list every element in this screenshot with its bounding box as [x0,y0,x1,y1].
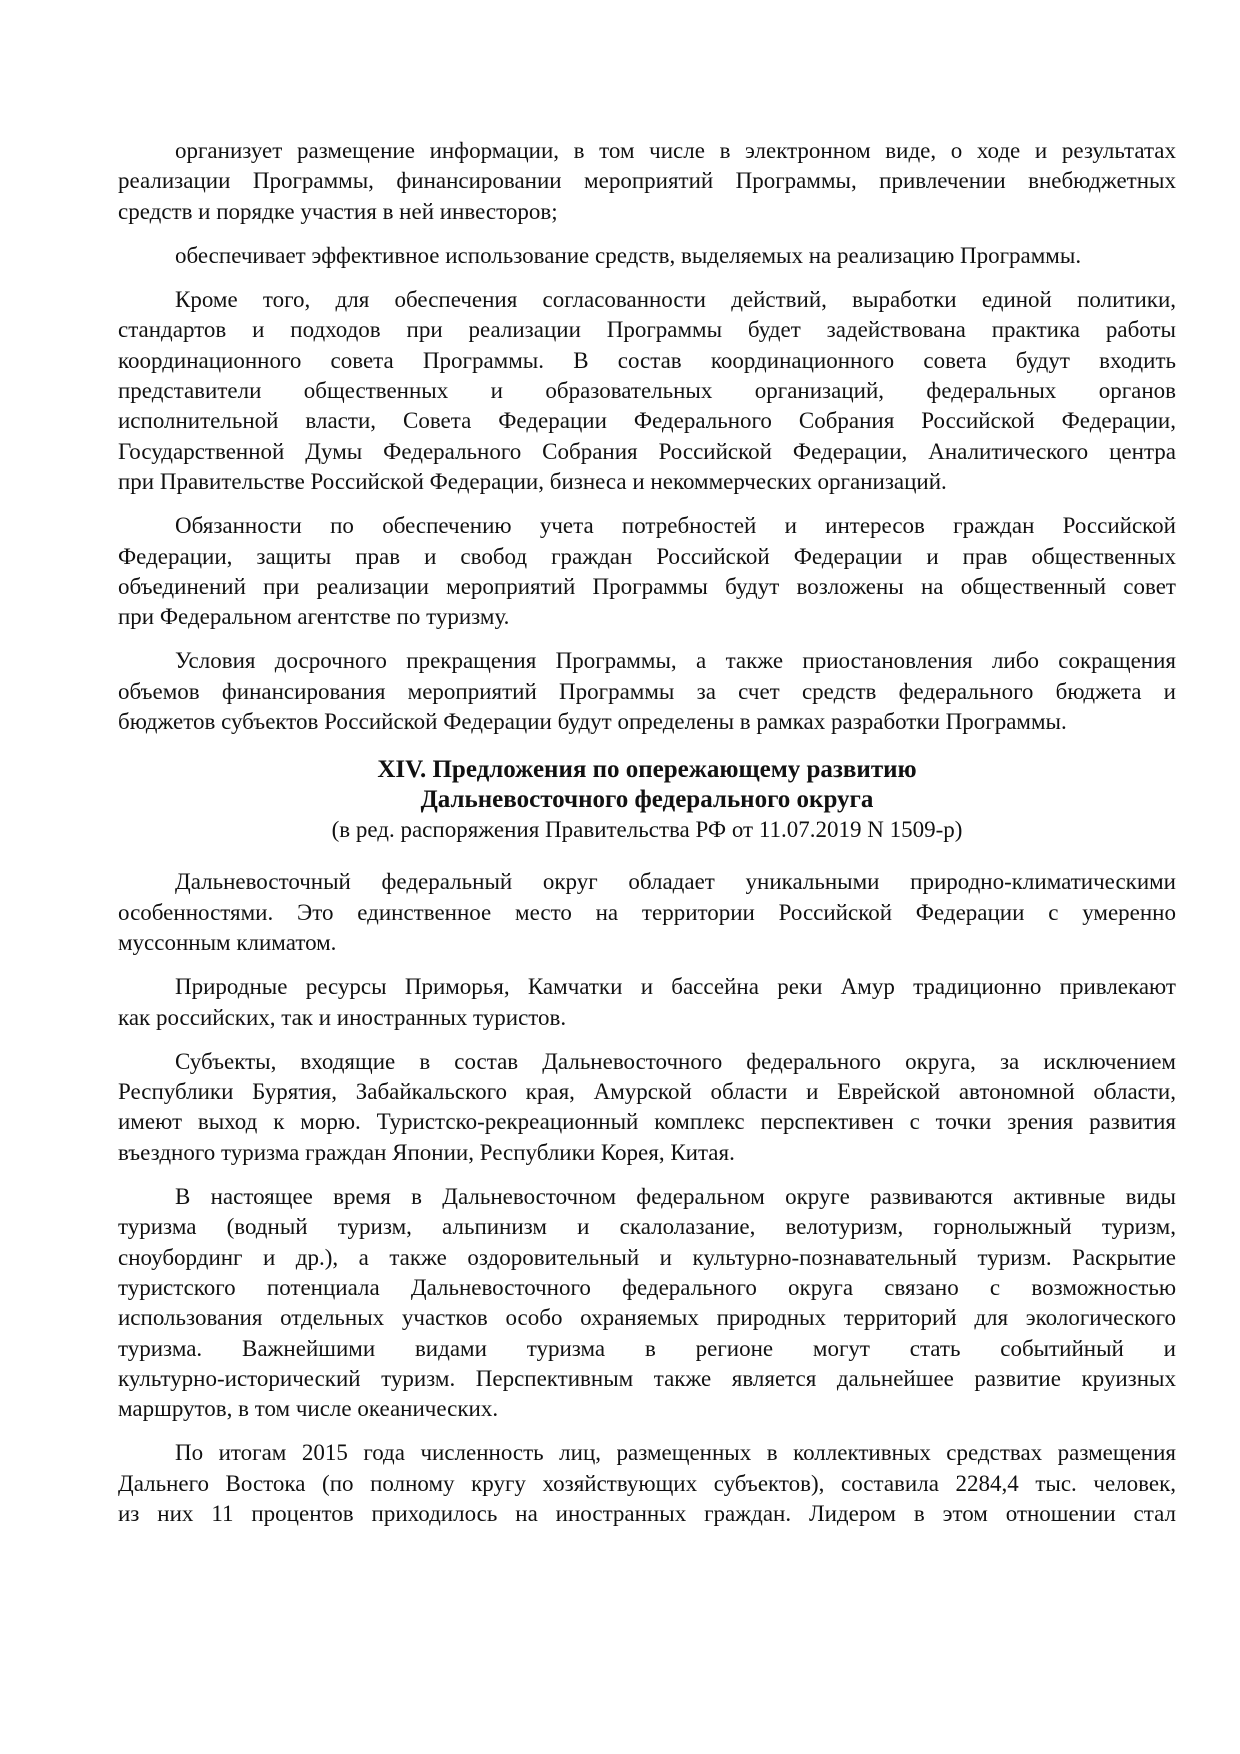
section-amendment-note: (в ред. распоряжения Правительства РФ от 11.07.2019 N 1509-р) [331,817,963,843]
paragraph-line: Государственной Думы Федерального Собрания Российской Федерации, Аналитического центра [118,438,1176,464]
paragraph-line: Дальнего Востока (по полному кругу хозяйствующих субъектов), составила 2284,4 тыс. человек, [118,1470,1176,1496]
paragraph-line: координационного совета Программы. В состав координационного совета будут входить [118,347,1176,373]
paragraph-line: туристского потенциала Дальневосточного федерального округа связано с возможностью [118,1274,1176,1300]
paragraph-line: стандартов и подходов при реализации Программы будет задействована практика работы [118,317,1176,343]
paragraph-line: исполнительной власти, Совета Федерации Федерального Собрания Российской Федерации, [118,408,1176,434]
paragraph [118,646,1176,737]
paragraph-line: при Федеральном агентстве по туризму. [118,604,510,630]
paragraph-line: въездного туризма граждан Японии, Республики Корея, Китая. [118,1139,735,1165]
paragraph-line: культурно-исторический туризм. Перспективным также является дальнейшее развитие круизных [118,1365,1176,1391]
paragraph-line: особенностями. Это единственное место на территории Российской Федерации с умеренно [118,899,1176,925]
paragraph-line: обеспечивает эффективное использование средств, выделяемых на реализацию Программы. [175,242,1082,268]
paragraphs-before-section [118,136,1176,737]
paragraph-line: Природные ресурсы Приморья, Камчатки и бассейна реки Амур традиционно привлекают [175,974,1176,1000]
document-page [118,136,1176,1543]
paragraph-line: из них 11 процентов приходилось на иностранных граждан. Лидером в этом отношении стал [118,1500,1176,1526]
paragraph-line: Обязанности по обеспечению учета потребностей и интересов граждан Российской [175,513,1176,539]
paragraph-line: сноубординг и др.), а также оздоровительный и культурно-познавательный туризм. Раскрытие [118,1244,1176,1270]
paragraph-line: объединений при реализации мероприятий Программы будут возложены на общественный совет [118,573,1176,599]
section-heading-line-1: XIV. Предложения по опережающему развитию [377,756,917,784]
section-header [118,755,1176,845]
paragraph-line: представители общественных и образовательных организаций, федеральных органов [118,378,1176,404]
paragraph-line: туризма. Важнейшими видами туризма в регионе могут стать событийный и [118,1335,1176,1361]
paragraph-line: при Правительстве Российской Федерации, бизнеса и некоммерческих организаций. [118,468,947,494]
paragraph-line: Условия досрочного прекращения Программы, а также приостановления либо сокращения [175,648,1176,674]
paragraph [118,972,1176,1033]
paragraphs-after-section [118,867,1176,1529]
paragraph-line: Республики Бурятия, Забайкальского края, Амурской области и Еврейской автономной области, [118,1079,1176,1105]
paragraph [118,511,1176,632]
paragraph-line: имеют выход к морю. Туристско-рекреационный комплекс перспективен с точки зрения развития [118,1109,1176,1135]
paragraph-line: средств и порядке участия в ней инвесторов; [118,198,558,224]
paragraph-line: Дальневосточный федеральный округ обладает уникальными природно-климатическими [175,869,1176,895]
section-heading-line-2: Дальневосточного федерального округа [420,786,874,814]
paragraph-line: Кроме того, для обеспечения согласованности действий, выработки единой политики, [175,287,1176,313]
paragraph-line: реализации Программы, финансировании мероприятий Программы, привлечении внебюджетных [118,168,1176,194]
paragraph-line: Субъекты, входящие в состав Дальневосточного федерального округа, за исключением [175,1048,1176,1074]
paragraph [118,1438,1176,1529]
paragraph [118,241,1176,271]
paragraph-line: По итогам 2015 года численность лиц, размещенных в коллективных средствах размещения [175,1440,1176,1466]
paragraph-line: маршрутов, в том числе океанических. [118,1396,499,1422]
paragraph [118,136,1176,227]
paragraph-line: муссонным климатом. [118,929,337,955]
paragraph-line: использования отдельных участков особо охраняемых природных территорий для экологического [118,1305,1176,1331]
paragraph [118,285,1176,497]
paragraph-line: Федерации, защиты прав и свобод граждан Российской Федерации и прав общественных [118,543,1176,569]
paragraph-line: как российских, так и иностранных туристов. [118,1004,567,1030]
paragraph-line: бюджетов субъектов Российской Федерации будут определены в рамках разработки Программы. [118,709,1067,735]
paragraph-line: туризма (водный туризм, альпинизм и скалолазание, велотуризм, горнолыжный туризм, [118,1214,1176,1240]
paragraph-line: В настоящее время в Дальневосточном федеральном округе развиваются активные виды [175,1184,1176,1210]
paragraph-line: объемов финансирования мероприятий Программы за счет средств федерального бюджета и [118,678,1176,704]
paragraph [118,867,1176,958]
paragraph [118,1047,1176,1168]
paragraph [118,1182,1176,1424]
paragraph-line: организует размещение информации, в том числе в электронном виде, о ходе и результатах [175,138,1176,163]
